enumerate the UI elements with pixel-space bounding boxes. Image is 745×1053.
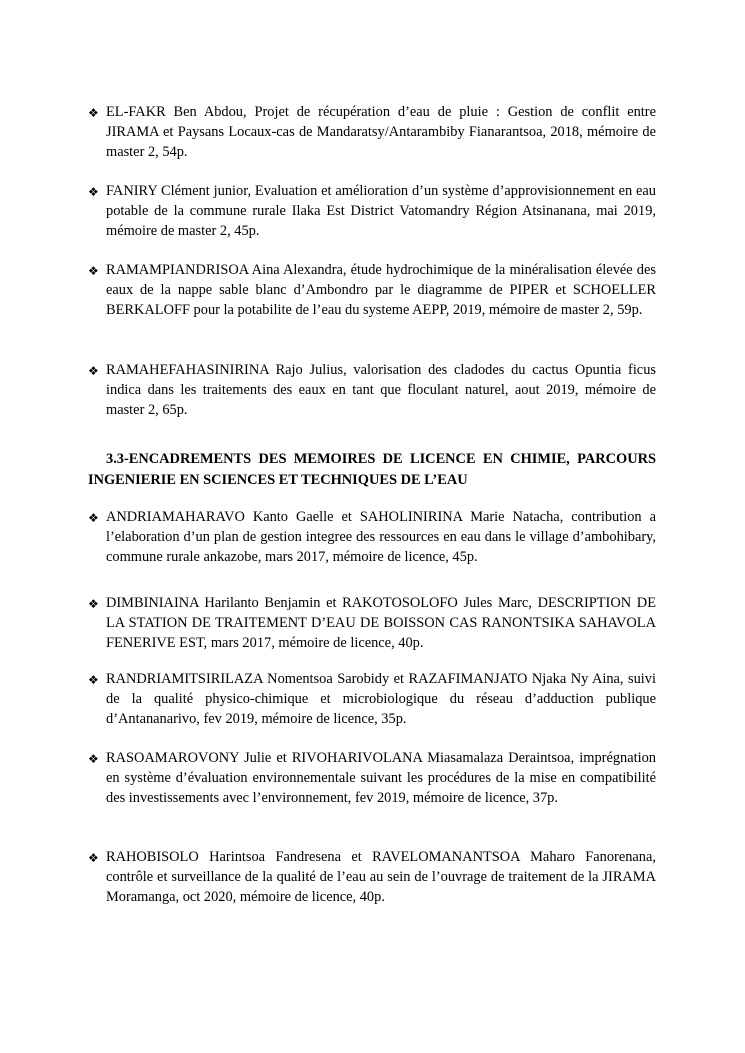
licence-thesis-text: RANDRIAMITSIRILAZA Nomentsoa Sarobidy et RAZAFIMANJATO Njaka Ny Aina, suivi de la qualité physico-chimique et microbiologique du réseau d’adduction publique d’Antananarivo, fev 2019, mémoire de licence, 35p. — [106, 671, 656, 727]
licence-thesis-text: DIMBINIAINA Harilanto Benjamin et RAKOTOSOLOFO Jules Marc, DESCRIPTION DE LA STATION DE TRAITEMENT D’EAU DE BOISSON CAS RANONTSIKA SAHAVOLA FENERIVE EST, mars 2017, mémoire de licence, 40p. — [106, 595, 656, 651]
master-thesis-text: RAMAHEFAHASINIRINA Rajo Julius, valorisation des cladodes du cactus Opuntia ficus indica dans les traitements des eaux en tant que floculant naturel, aout 2019, mémoire de master 2, 65p. — [106, 362, 656, 418]
licence-thesis-text: RASOAMAROVONY Julie et RIVOHARIVOLANA Miasamalaza Deraintsoa, imprégnation en système d’évaluation environnementale suivant les procédures de la mise en compatibilité des investissements avec l’environnement, fev 2019, mémoire de licence, 37p. — [106, 750, 656, 806]
diamond-bullet-icon: ❖ — [88, 673, 99, 687]
diamond-bullet-icon: ❖ — [88, 264, 99, 278]
master-thesis-text: FANIRY Clément junior, Evaluation et amélioration d’un système d’approvisionnement en eau potable de la commune rurale Ilaka Est District Vatomandry Région Atsinanana, mai 2019, mémoire de master 2, 45p. — [106, 183, 656, 239]
diamond-bullet-icon: ❖ — [88, 851, 99, 865]
licence-thesis-text: ANDRIAMAHARAVO Kanto Gaelle et SAHOLINIRINA Marie Natacha, contribution a l’elaboration d’un plan de gestion integree des ressources en eau dans le village d’ambohibary, commune rurale ankazobe, mars 2017, mémoire de licence, 45p. — [106, 509, 656, 565]
master-thesis-entry — [88, 103, 656, 162]
diamond-bullet-icon: ❖ — [88, 364, 99, 378]
licence-thesis-entry — [88, 749, 656, 808]
master-thesis-entry — [88, 182, 656, 241]
licence-thesis-text: RAHOBISOLO Harintsoa Fandresena et RAVELOMANANTSOA Maharo Fanorenana, contrôle et surveillance de la qualité de l’eau au sein de l’ouvrage de traitement de la JIRAMA Moramanga, oct 2020, mémoire de licence, 40p. — [106, 849, 656, 905]
master-thesis-entry — [88, 261, 656, 320]
diamond-bullet-icon: ❖ — [88, 752, 99, 766]
section-heading: 3.3-ENCADREMENTS DES MEMOIRES DE LICENCE EN CHIMIE, PARCOURS INGENIERIE EN SCIENCES ET TECHNIQUES DE L’EAU — [88, 451, 656, 488]
licence-thesis-entry — [88, 508, 656, 567]
master-thesis-text: RAMAMPIANDRISOA Aina Alexandra, étude hydrochimique de la minéralisation élevée des eaux de la nappe sable blanc d’Ambondro par le diagramme de PIPER et SCHOELLER BERKALOFF pour la potabilite de l’eau du systeme AEPP, 2019, mémoire de master 2, 59p. — [106, 262, 656, 318]
master-thesis-text: EL-FAKR Ben Abdou, Projet de récupération d’eau de pluie : Gestion de conflit entre JIRAMA et Paysans Locaux-cas de Mandaratsy/Antarambiby Fianarantsoa, 2018, mémoire de master 2, 54p. — [106, 104, 656, 160]
diamond-bullet-icon: ❖ — [88, 185, 99, 199]
master-thesis-entry — [88, 361, 656, 420]
licence-thesis-entry — [88, 670, 656, 729]
diamond-bullet-icon: ❖ — [88, 511, 99, 525]
diamond-bullet-icon: ❖ — [88, 106, 99, 120]
licence-thesis-entry — [88, 848, 656, 907]
licence-thesis-entry — [88, 594, 656, 653]
diamond-bullet-icon: ❖ — [88, 597, 99, 611]
